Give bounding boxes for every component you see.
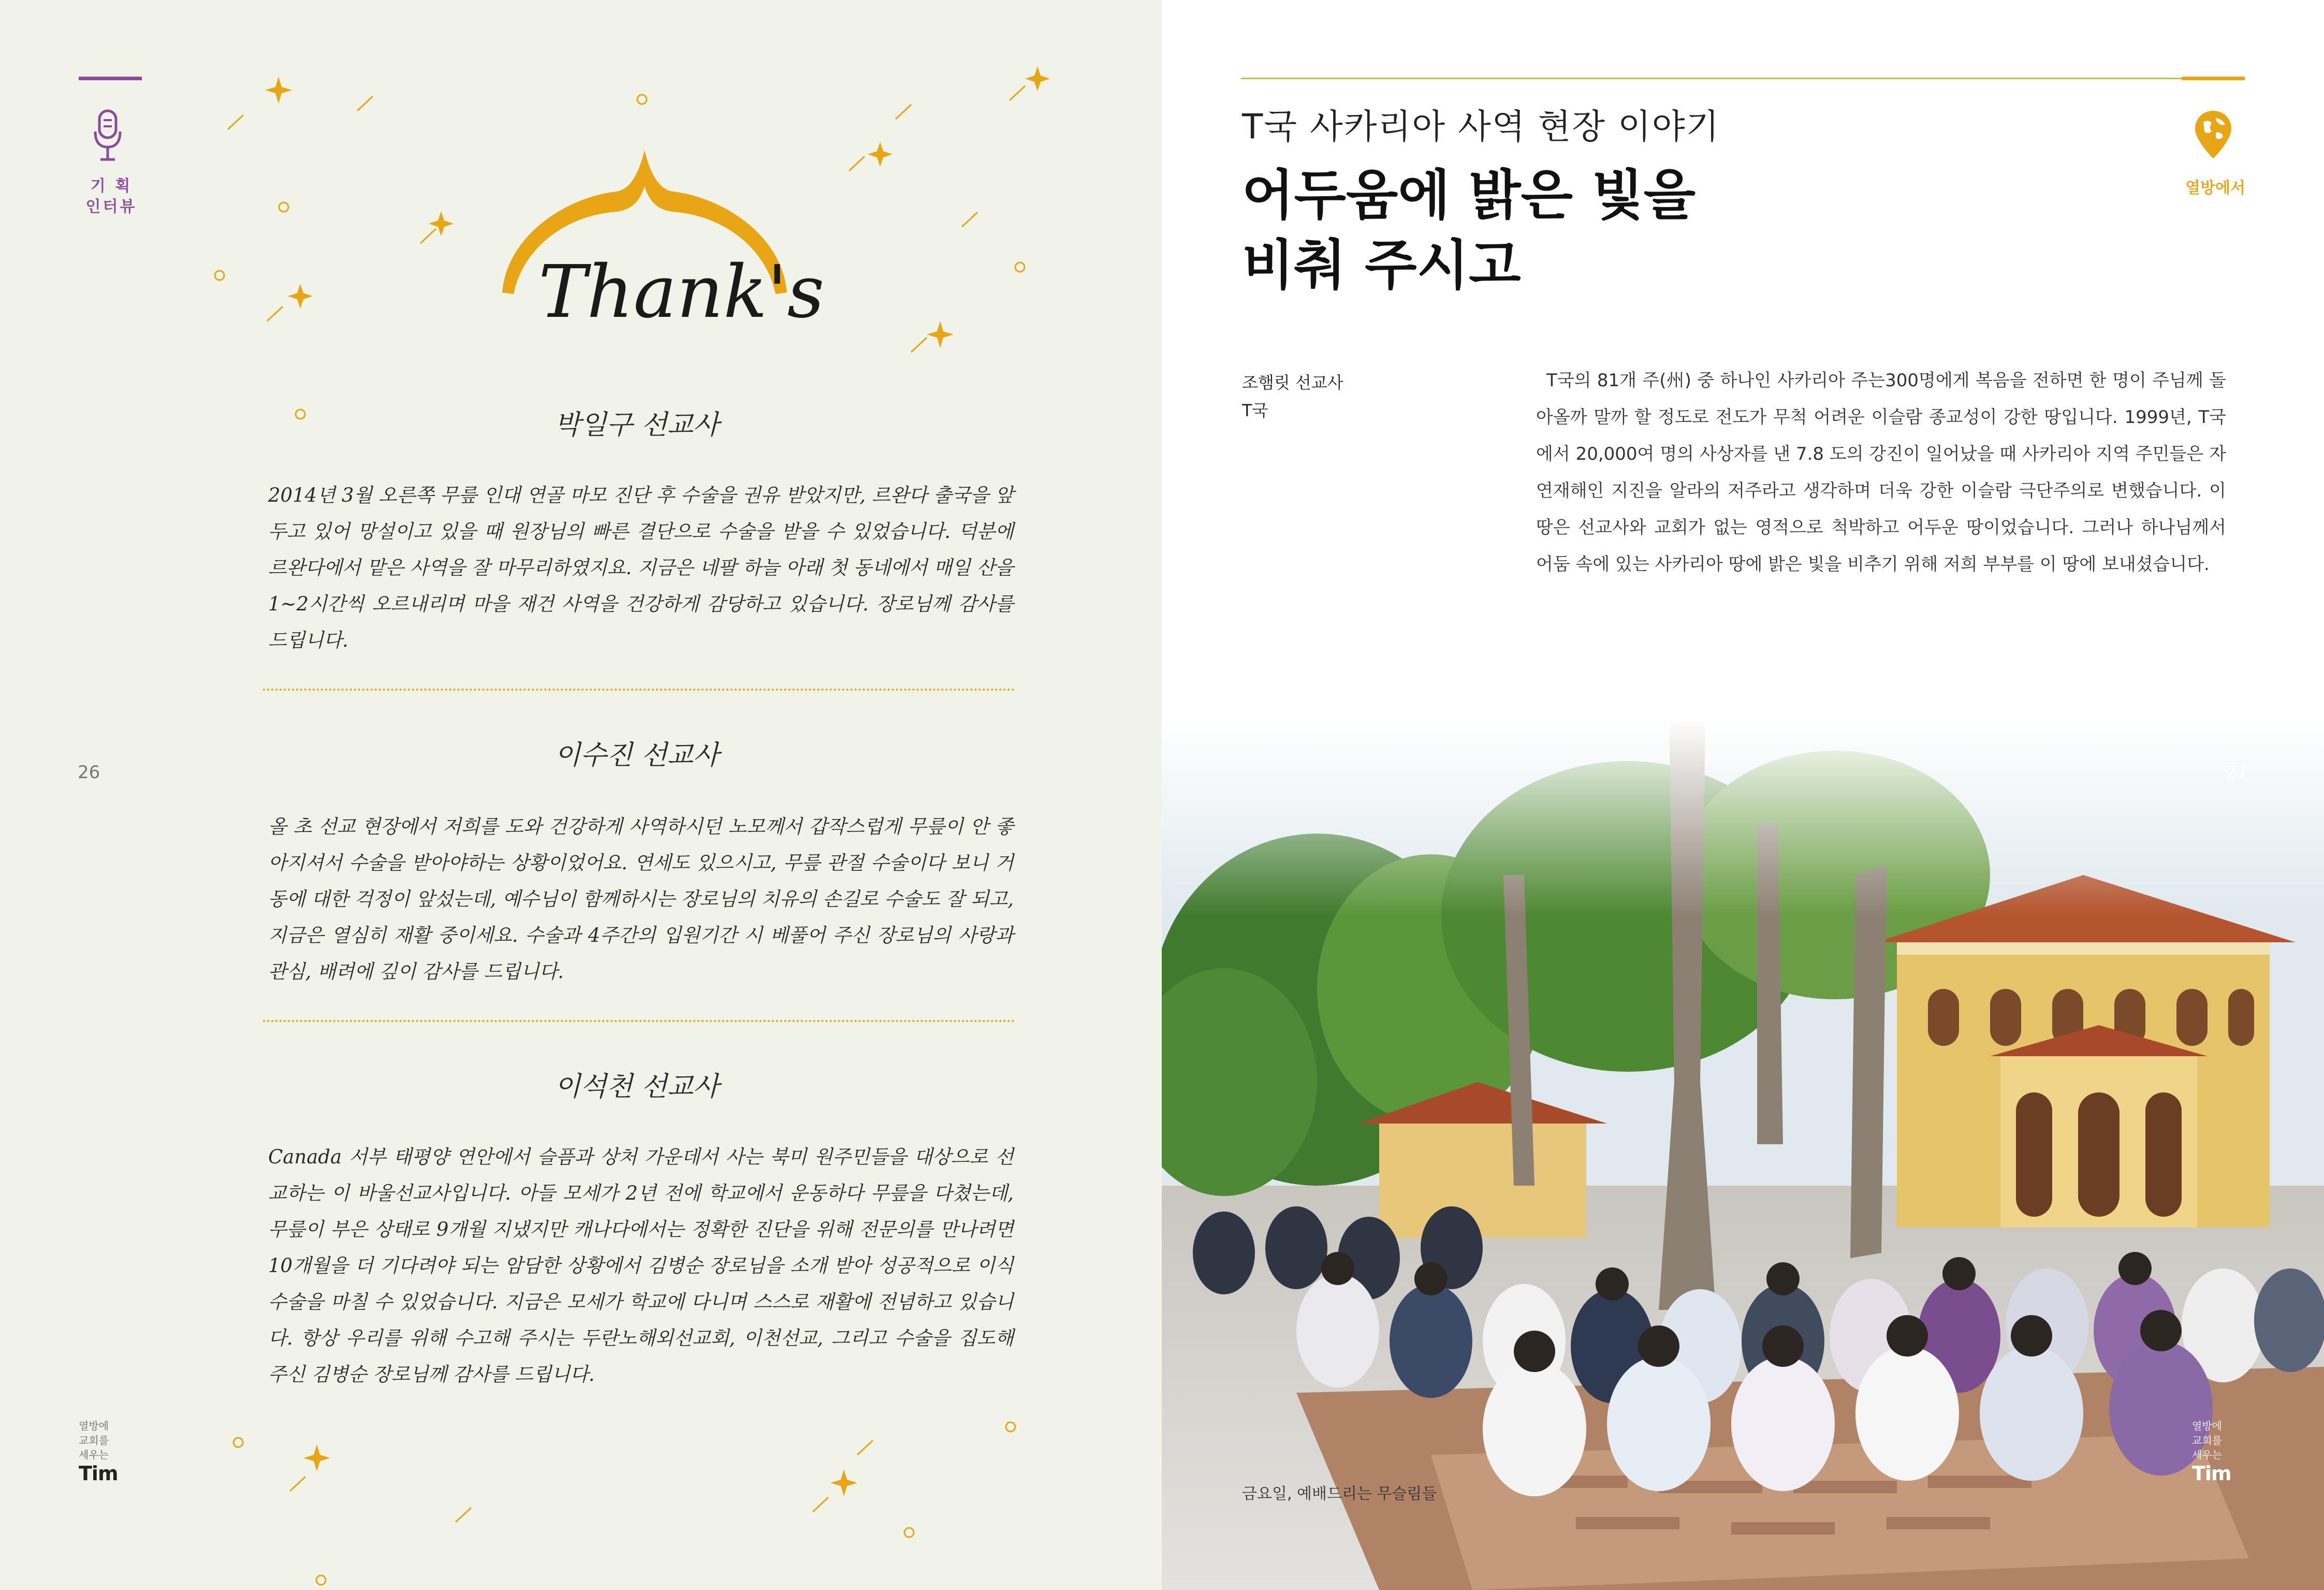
dotted-divider <box>263 1020 1015 1022</box>
photo-caption: 금요일, 예배드리는 무슬림들 <box>1242 1485 1437 1503</box>
footer-logo-line: 세우는 <box>2192 1449 2222 1461</box>
headline-line: 어두움에 밝은 빛을 <box>1242 164 1696 227</box>
section-tag: 열방에서 <box>2185 179 2245 197</box>
footer-logo-line: 열방에 <box>79 1420 109 1432</box>
section-accent-bar <box>2182 77 2245 80</box>
section-tag <box>72 176 150 217</box>
missionary-name: 박일구 선교사 <box>554 410 719 441</box>
dotted-divider <box>263 689 1015 691</box>
footer-logo-line: 교회를 <box>2192 1434 2222 1447</box>
author-name: 조햄릿 선교사 <box>1242 373 1343 392</box>
intro-paragraph: T국의 81개 주(州) 중 하나인 사카리아 주는300명에게 복음을 전하면 한 명이 주님께 돌아올까 말까 할 정도로 전도가 무척 어려운 이슬람 종교성이 강한 땅입니다. 1999년, T국에서 20,000여 명의 사상자를 낸 7.8 도의 강진이 일어났을 때 사카리아 지역 주민들은 자연재해인 지진을 알라의 저주라고 생각하며 더욱 강한 이슬람 극단주의로 변했습니다. 이 땅은 선교사와 교회가 없는 영적으로 척박하고 어두운 땅이었습니다. 그러나 하나님께서 어둠 속에 있는 사카리아 땅에 밝은 빛을 비추기 위해 저희 부부를 이 땅에 보내셨습니다. <box>1536 370 2226 575</box>
missionary-name: 이석천 선교사 <box>554 1071 719 1102</box>
footer-logo <box>2192 1419 2249 1485</box>
footer-logo-line: 교회를 <box>79 1434 109 1447</box>
sparkle-icon <box>303 1445 330 1471</box>
globe-pin-icon <box>2193 109 2233 161</box>
section-accent-bar <box>79 77 142 80</box>
footer-logo-line: 열방에 <box>2192 1420 2222 1432</box>
section-tag-line: 기 획 <box>90 177 133 195</box>
section-tag-line: 인터뷰 <box>85 198 137 216</box>
author-region: T국 <box>1242 401 1268 420</box>
page-number: 27 <box>2225 762 2248 783</box>
headline-line: 비춰 주시고 <box>1242 234 1521 297</box>
testimony-text: 올 초 선교 현장에서 저희를 도와 건강하게 사역하시던 노모께서 갑작스럽게 무릎이 안 좋아지셔서 수술을 받아야하는 상황이었어요. 연세도 있으시고, 무릎 관절 수술이다 보니 거동에 대한 걱정이 앞섰는데, 예수님이 함께하시는 장로님의 치유의 손길로 수술도 잘 되고, 지금은 열심히 재활 중이세요. 수술과 4주간의 입원기간 시 베풀어 주신 장로님의 사랑과 관심, 배려에 깊이 감사를 드립니다. <box>268 815 1014 983</box>
right-page <box>1162 0 2324 1590</box>
sparkle-icon <box>429 211 454 236</box>
page-number: 26 <box>78 762 100 783</box>
sparkle-icon <box>265 77 292 104</box>
testimony-text: Canada 서부 태평양 연안에서 슬픔과 상처 가운데서 사는 북미 원주민들을 대상으로 선교하는 이 바울선교사입니다. 아들 모세가 2년 전에 학교에서 운동하다 무릎을 다쳤는데, 무릎이 부은 상태로 9개월 지냈지만 캐나다에서는 정확한 진단을 위해 전문의를 만나려면 10개월을 더 기다려야 되는 암담한 상황에서 김병순 장로님을 소개 받아 성공적으로 이식 수술을 마칠 수 있었습니다. 지금은 모세가 학교에 다니며 스스로 재활에 전념하고 있습니다. 항상 우리를 위해 수고해 주시는 두란노해외선교회, 이천선교, 그리고 수술을 집도해 주신 김병순 장로님께 감사를 드립니다. <box>268 1146 1014 1385</box>
microphone-icon <box>92 109 123 166</box>
top-rule <box>1241 78 2226 79</box>
article-headline <box>1242 161 2070 300</box>
missionary-name: 이수진 선교사 <box>554 740 719 771</box>
testimony-text: 2014년 3월 오른쪽 무릎 인대 연골 마모 진단 후 수술을 권유 받았지만, 르완다 출국을 앞두고 있어 망설이고 있을 때 원장님의 빠른 결단으로 수술을 받을 수 있었습니다. 덕분에 르완다에서 맡은 사역을 잘 마무리하였지요. 지금은 네팔 하늘 아래 첫 동네에서 매일 산을 1~2시간씩 오르내리며 마을 재건 사역을 건강하게 감당하고 있습니다. 장로님께 감사를 드립니다. <box>268 484 1014 651</box>
mosque-prayer-photo <box>1162 720 2324 1590</box>
sparkle-icon <box>1025 66 1050 91</box>
sparkle-icon <box>288 284 313 309</box>
footer-logo-line: 세우는 <box>79 1449 109 1461</box>
brand-mark: Tim <box>79 1462 118 1485</box>
brand-mark: Tim <box>2192 1462 2231 1485</box>
sparkle-icon <box>927 321 954 348</box>
footer-logo <box>79 1419 136 1485</box>
sparkle-icon <box>868 142 893 167</box>
sparkle-icon <box>830 1469 857 1496</box>
author-block <box>1242 369 1449 425</box>
thanks-title: Thank's <box>538 250 825 334</box>
article-subtitle: T국 사카리아 사역 현장 이야기 <box>1242 107 1720 147</box>
